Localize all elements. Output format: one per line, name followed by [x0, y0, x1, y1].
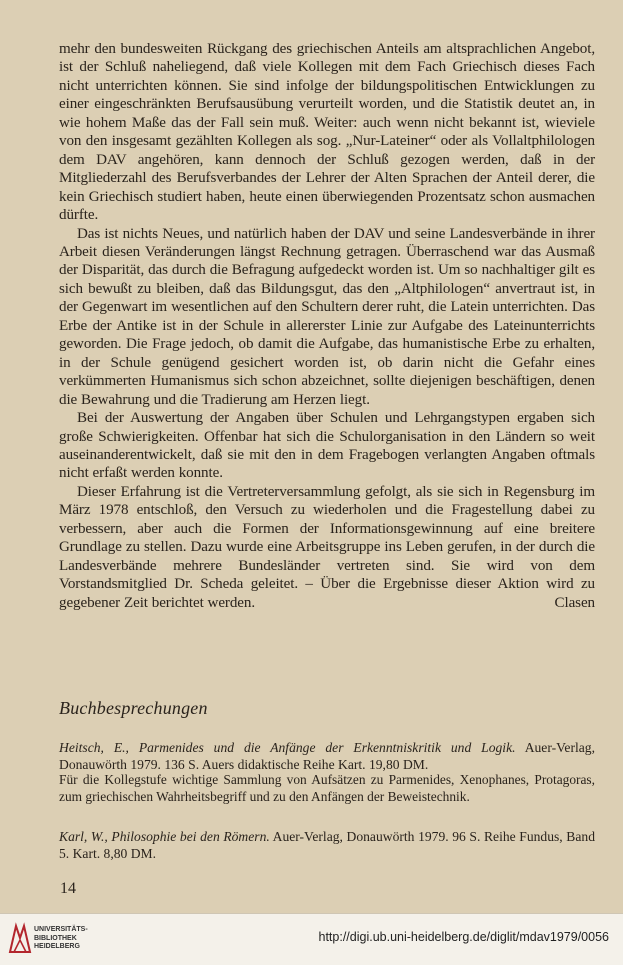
library-logo-text — [34, 926, 88, 952]
book-entry-1-author: Heitsch, E., — [59, 740, 129, 755]
book-entry-2-publication: Auer-Verlag, Donauwörth 1979. 96 S. Reihe Fundus, Band 5. Kart. 8,80 DM. — [59, 829, 595, 861]
book-entry-1-review: Für die Kollegstufe wichtige Sammlung von Aufsätzen zu Parmenides, Xenophanes, Protagoras, zum griechischen Wahrheitsbegriff und zu den Anfängen der Beweistechnik. — [59, 772, 595, 804]
article-body — [59, 40, 595, 612]
library-logo[interactable] — [8, 922, 88, 960]
book-entry-2 — [59, 828, 595, 862]
paragraph-4 — [59, 483, 595, 612]
logo-line-3: HEIDELBERG — [34, 943, 80, 950]
logo-line-1: UNIVERSITÄTS- — [34, 926, 88, 933]
book-reviews-heading: Buchbesprechungen — [59, 698, 208, 718]
logo-line-2: BIBLIOTHEK — [34, 934, 77, 942]
book-entry-1-publication: Auer-Verlag, Donauwörth 1979. 136 S. Auers didaktische Reihe Kart. 19,80 DM. — [59, 740, 595, 772]
book-entry-1 — [59, 739, 595, 773]
book-entry-2-author: Karl, W., — [59, 829, 108, 844]
paragraph-1: mehr den bundesweiten Rückgang des griechischen Anteils am altsprachlichen Angebot, ist der Schluß naheliegend, daß viele Kollegen mit dem Fach Griechisch dieses Fach nicht unterrichten können. Sie sind infolge der bildungspolitischen Entwicklungen zu einer eingeschränkten Berufsausübung verurteilt worden, und die Statistik deutet an, in wie hohem Maße das der Fall sein muß. Weiter: auch wenn nicht bekannt ist, wieviele von den insgesamt gezählten Kollegen als sog. „Nur-Lateiner“ oder als Vollaltphilologen dem DAV angehören, kann dennoch der Schluß gezogen werden, daß in der Mitgliederzahl des Berufsverbandes der Lehrer der Alten Sprachen der Anteil derer, die kein Griechisch studiert haben, heute einen überwiegenden Prozentsatz schon ausmachen dürfte. — [59, 41, 595, 224]
digitization-footer — [0, 913, 623, 965]
page-number: 14 — [60, 880, 76, 897]
library-crest-icon — [8, 922, 32, 954]
book-entry-1-title: Parmenides und die Anfänge der Erkenntniskritik und Logik. — [138, 740, 516, 755]
author-signature: Clasen — [554, 594, 595, 611]
permalink-url[interactable]: http://digi.ub.uni-heidelberg.de/diglit/mdav1979/0056 — [318, 930, 609, 944]
paragraph-3: Bei der Auswertung der Angaben über Schulen und Lehrgangstypen ergaben sich große Schwierigkeiten. Offenbar hat sich die Schulorganisation in den Ländern so weit auseinanderentwickelt, daß sie mit den in dem Fragebogen verlangten Angaben oftmals nicht erfaßt werden konnte. — [59, 410, 595, 482]
book-entry-2-title: Philosophie bei den Römern. — [111, 829, 270, 844]
paragraph-4-text: Dieser Erfahrung ist die Vertreterversammlung gefolgt, als sie sich in Regensburg im März 1978 entschloß, den Versuch zu wiederholen und die Fragestellung dabei zu verbessern, aber auch die Formen der Informationsgewinnung auf eine breitere Grundlage zu stellen. Dazu wurde eine Arbeitsgruppe ins Leben gerufen, in der durch die Landesverbände mehrere Bundesländer vertreten sind. Sie wird von dem Vorstandsmitglied Dr. Scheda geleitet. – Über die Ergebnisse dieser Aktion wird zu gegebener Zeit berichtet werden. — [59, 483, 595, 611]
paragraph-2: Das ist nichts Neues, und natürlich haben der DAV und seine Landesverbände in ihrer Arbeit diesen Veränderungen längst Rechnung getragen. Überraschend war das Ausmaß der Disparität, das durch die Befragung aufgedeckt worden ist. Um so nachhaltiger gilt es sich bewußt zu bleiben, daß das Bildungsgut, das den „Altphilologen“ anvertraut ist, in der Gegenwart im wesentlichen auf den Schultern derer ruht, die Latein unterrichten. Das Erbe der Antike ist in der Schule in allererster Linie zur Aufgabe des Lateinunterrichts geworden. Die Frage jedoch, ob damit die Aufgabe, das humanistische Erbe zu erhalten, in der Schule genügend gesichert worden ist, ob darin nicht die Gefahr eines verkümmerten Humanismus sich schon abzeichnet, sollte diejenigen beschäftigen, denen die Bewahrung und die Tradierung am Herzen liegt. — [59, 225, 595, 408]
